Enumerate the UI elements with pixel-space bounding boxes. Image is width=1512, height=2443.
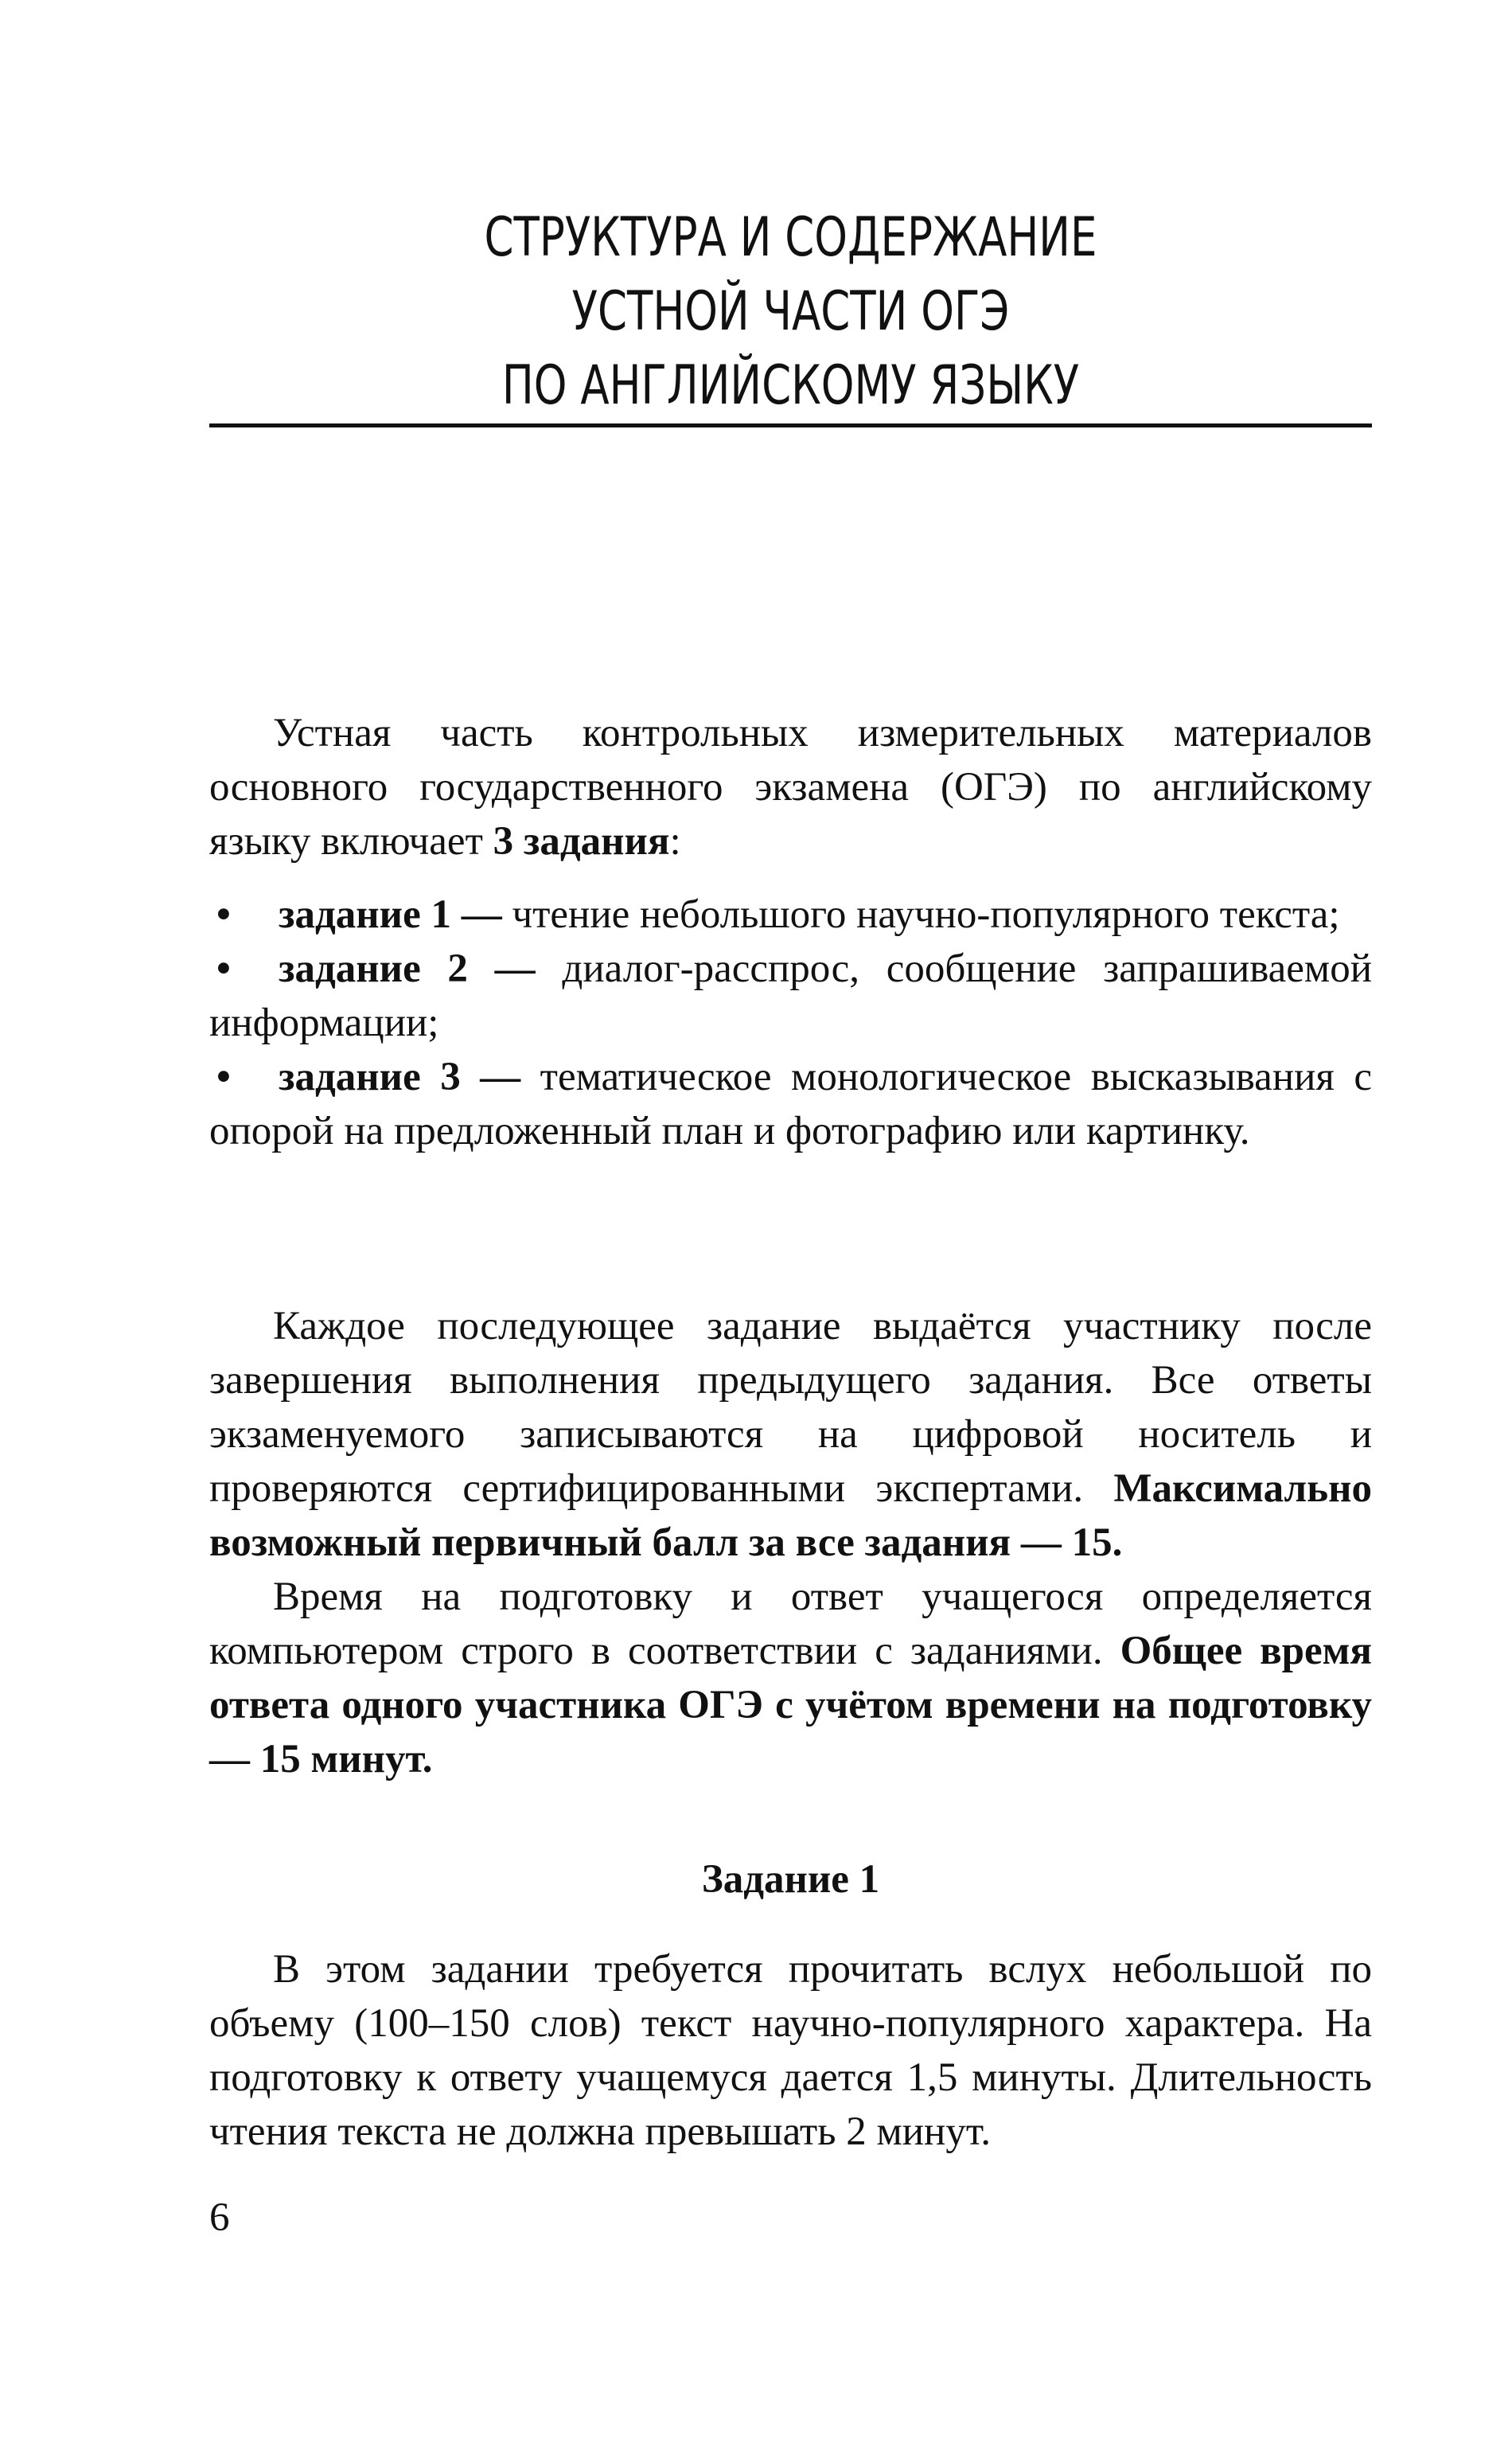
task-description: тематическое монологическое высказывания с опорой на предложенный план и фотографию или картинку. xyxy=(209,1055,1372,1153)
task-label: задание 2 — xyxy=(279,946,536,991)
task-description: чтение небольшого научно-популярного текста; xyxy=(501,892,1340,937)
sequence-text: Каждое последующее задание выдаётся участнику после завершения выполнения предыдущего задания. Все ответы экзаменуемого записываются на цифровой носитель и проверяются сертифицированными экспертами. xyxy=(209,1304,1372,1511)
page-number: 6 xyxy=(209,2195,230,2240)
total-time-text: Общее время ответа одного участника ОГЭ с учётом времени на подготовку — 15 минут. xyxy=(209,1629,1372,1782)
list-item xyxy=(209,888,1372,942)
intro-text: Устная часть контрольных измерительных материалов основного государственного экзамена (ОГЭ) по английскому языку включает xyxy=(209,711,1372,864)
chapter-title xyxy=(337,201,1245,423)
task-label: задание 1 — xyxy=(279,892,502,937)
max-score-text: Максимально возможный первичный балл за все задания — 15. xyxy=(209,1466,1372,1565)
sequence-block xyxy=(209,1299,1372,1786)
task-list-block xyxy=(209,888,1372,1158)
task1-paragraph: В этом задании требуется прочитать вслух небольшой по объему (100–150 слов) текст научно-популярного характера. На подготовку к ответу учащемуся дается 1,5 минуты. Длительность чтения текста не должна превышать 2 минут. xyxy=(209,1947,1372,2154)
list-item xyxy=(209,942,1372,1050)
bullet-icon: • xyxy=(216,946,231,991)
intro-task-count: 3 задания xyxy=(493,819,670,864)
time-paragraph xyxy=(209,1570,1372,1786)
intro-paragraph xyxy=(209,706,1372,868)
chapter-title-line-1: СТРУКТУРА И СОДЕРЖАНИЕ xyxy=(484,206,1097,269)
task-description: диалог-расспрос, сообщение запрашиваемой информации; xyxy=(209,946,1372,1045)
sequence-paragraph xyxy=(209,1299,1372,1570)
task-list xyxy=(209,888,1372,1158)
title-divider xyxy=(209,423,1372,427)
task1-block xyxy=(209,1942,1372,2159)
chapter-title-line-3: ПО АНГЛИЙСКОМУ ЯЗЫКУ xyxy=(501,354,1080,417)
time-text: Время на подготовку и ответ учащегося определяется компьютером строго в соответствии с заданиями. xyxy=(209,1575,1372,1673)
list-item xyxy=(209,1050,1372,1158)
task-label: задание 3 — xyxy=(279,1055,521,1099)
bullet-icon: • xyxy=(216,1055,231,1099)
bullet-icon: • xyxy=(216,892,231,937)
chapter-title-line-2: УСТНОЙ ЧАСТИ ОГЭ xyxy=(571,280,1010,343)
intro-colon: : xyxy=(669,819,681,864)
intro-block xyxy=(209,706,1372,868)
section-heading-task1: Задание 1 xyxy=(701,1857,880,1902)
